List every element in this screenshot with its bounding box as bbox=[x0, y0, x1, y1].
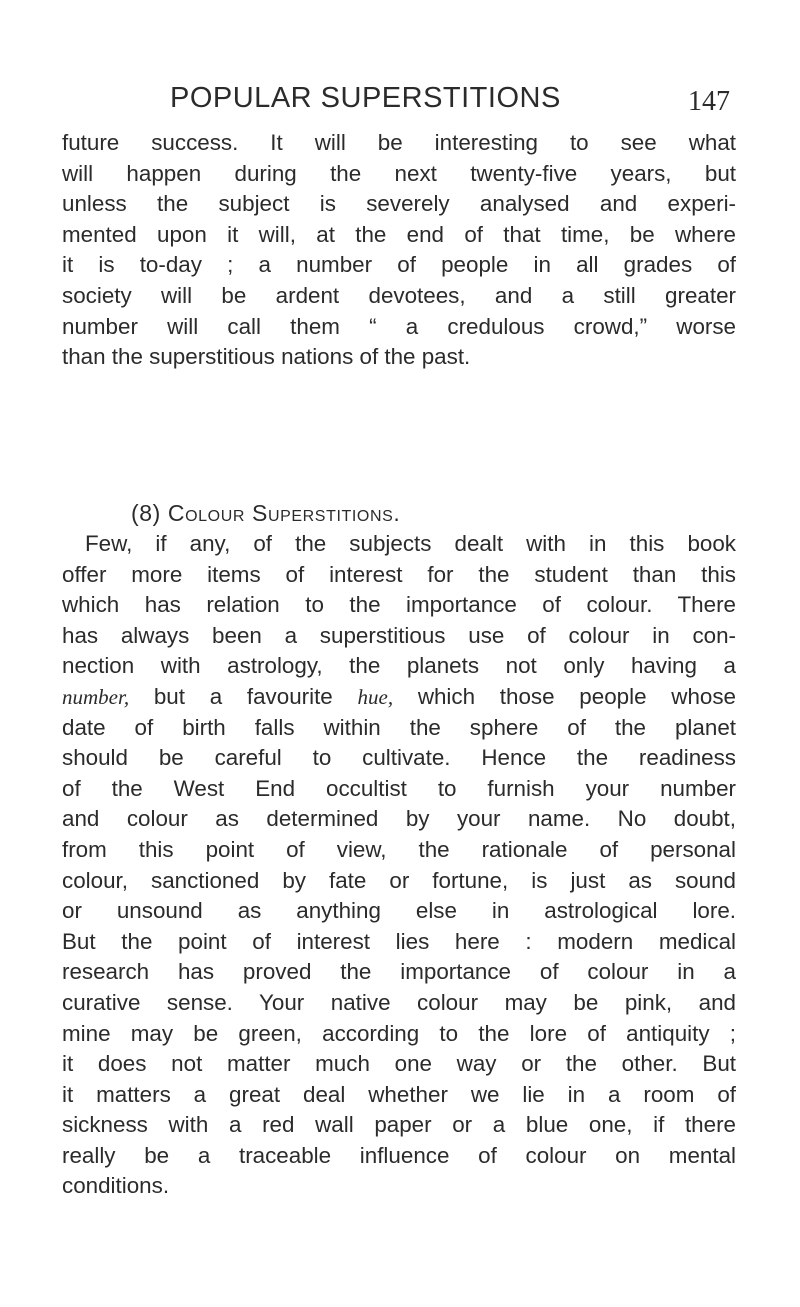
text-line: or unsound as anything else in astrological lore. bbox=[62, 898, 736, 924]
text-line: from this point of view, the rationale of personal bbox=[62, 836, 736, 862]
line-segment: which those people whose bbox=[393, 683, 736, 709]
text-line: research has proved the importance of colour in a bbox=[62, 959, 736, 985]
running-head bbox=[170, 78, 730, 118]
text-line: which has relation to the importance of colour. There bbox=[62, 592, 736, 618]
text-line: curative sense. Your native colour may be pink, and bbox=[62, 989, 736, 1015]
text-line: sickness with a red wall paper or a blue one, if there bbox=[62, 1112, 736, 1138]
text-line: nection with astrology, the planets not only having a bbox=[62, 653, 736, 679]
line-segment: but a favourite bbox=[129, 683, 358, 709]
italic-number: number, bbox=[62, 684, 130, 709]
text-line: date of birth falls within the sphere of the planet bbox=[62, 714, 736, 740]
text-line: But the point of interest lies here : modern medical bbox=[62, 928, 736, 954]
text-line: it matters a great deal whether we lie in a room of bbox=[62, 1081, 736, 1107]
text-line: colour, sanctioned by fate or fortune, is just as sound bbox=[62, 867, 736, 893]
text-line: it is to-day ; a number of people in all grades of bbox=[62, 252, 736, 278]
text-line: society will be ardent devotees, and a still greater bbox=[62, 282, 736, 308]
text-line: really be a traceable influence of colour on mental bbox=[62, 1142, 736, 1168]
text-line: than the superstitious nations of the past. bbox=[62, 344, 471, 370]
text-line: conditions. bbox=[62, 1173, 170, 1199]
paragraph-colour-superstitions bbox=[62, 529, 736, 1202]
text-line: it does not matter much one way or the other. But bbox=[62, 1051, 736, 1077]
section-heading: (8) Colour Superstitions. bbox=[131, 500, 401, 526]
text-line: will happen during the next twenty-five years, but bbox=[62, 160, 736, 186]
text-line: Few, if any, of the subjects dealt with in this book bbox=[85, 531, 736, 556]
text-line: has always been a superstitious use of colour in con- bbox=[62, 622, 736, 648]
text-line: mine may be green, according to the lore of antiquity ; bbox=[62, 1020, 736, 1046]
text-line: of the West End occultist to furnish your number bbox=[62, 775, 736, 801]
running-title: POPULAR SUPERSTITIONS bbox=[170, 82, 561, 114]
text-line: should be careful to cultivate. Hence the readiness bbox=[62, 745, 736, 771]
text-line: and colour as determined by your name. No doubt, bbox=[62, 806, 736, 832]
page-number: 147 bbox=[688, 86, 730, 117]
text-line: mented upon it will, at the end of that time, be where bbox=[62, 221, 736, 247]
text-line: number will call them “ a credulous crowd,” worse bbox=[62, 313, 736, 339]
text-line: future success. It will be interesting to see what bbox=[62, 130, 736, 155]
text-line: offer more items of interest for the student than this bbox=[62, 561, 736, 587]
text-line: unless the subject is severely analysed and experi- bbox=[62, 191, 736, 217]
italic-hue: hue, bbox=[357, 684, 394, 709]
paragraph-continuation bbox=[62, 128, 736, 373]
text-line-mixed bbox=[62, 682, 736, 713]
